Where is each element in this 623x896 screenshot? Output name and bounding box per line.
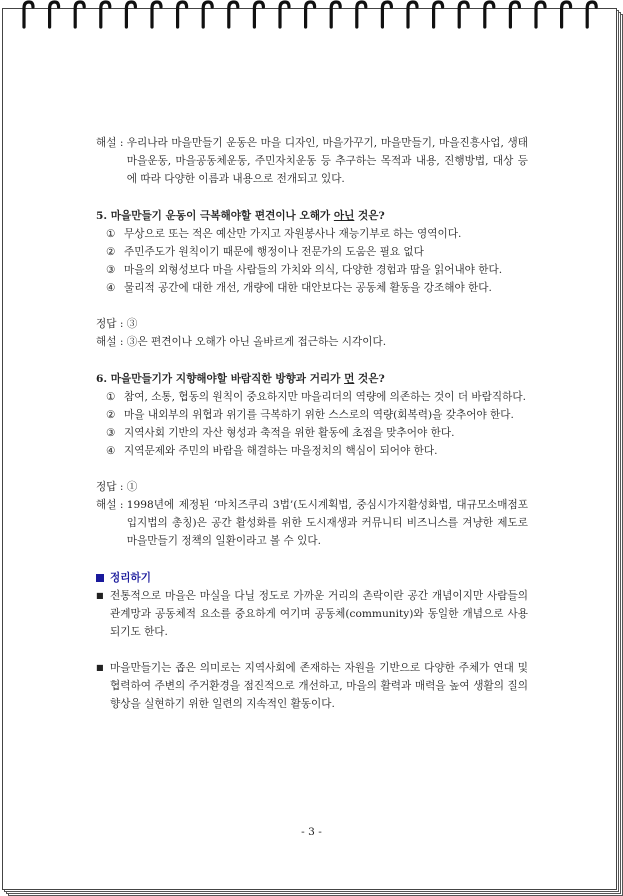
question-6-answer: 정답 : ① xyxy=(96,481,138,493)
binding-ring-icon xyxy=(254,2,263,27)
question-6-option: ④ 지역문제와 주민의 바람을 해결하는 마을정치의 핵심이 되어야 한다. xyxy=(106,445,438,457)
intro-explanation xyxy=(96,134,528,188)
intro-text: 우리나라 마을만들기 운동은 마을 디자인, 마을가꾸기, 마을만들기, 마을진흥사업, 생태마을운동, 마을공동체운동, 주민자치운동 등 추구하는 목적과 내용, 진행방법, 대상 등에 따라 다양한 이름과 내용으로 전개되고 있다. xyxy=(126,137,528,185)
question-5-options xyxy=(106,225,528,297)
binding-ring-icon xyxy=(101,2,110,27)
question-5-answer: 정답 : ③ xyxy=(96,318,138,330)
binding-ring-icon xyxy=(203,2,212,27)
question-5-option: ② 주민주도가 원칙이기 때문에 행정이나 전문가의 도움은 필요 없다 xyxy=(106,246,424,258)
binding-ring-icon xyxy=(126,2,135,27)
binding-ring-icon xyxy=(562,2,571,27)
question-6-explanation: 해설 : 1998년에 제정된 ‘마치즈쿠리 3법’(도시계획법, 중심시가지활성화법, 대규모소매점포입지법의 총칭)은 공간 활성화를 위한 도시재생과 커뮤니티 비즈니스를 겨냥한 제도로 마을만들기 정책의 일환이라고 볼 수 있다. xyxy=(96,499,528,547)
intro-label: 해설 : xyxy=(96,137,127,149)
question-6-title: 6. 마을만들기가 지향해야할 바람직한 방향과 거리가 먼 것은? xyxy=(96,373,385,385)
spiral-binding xyxy=(0,0,623,30)
binding-ring-icon xyxy=(587,2,596,27)
binding-ring-icon xyxy=(510,2,519,27)
question-6-emphasis: 먼 xyxy=(344,373,355,385)
binding-ring-icon xyxy=(434,2,443,27)
question-5-emphasis: 아닌 xyxy=(333,210,355,222)
binding-ring-icon xyxy=(331,2,340,27)
question-5-title: 5. 마을만들기 운동이 극복해야할 편견이나 오해가 아닌 것은? xyxy=(96,210,385,222)
page-number: - 3 - xyxy=(301,826,322,838)
bullet-icon: ■ xyxy=(96,591,104,600)
binding-ring-icon xyxy=(75,2,84,27)
question-6-options xyxy=(106,388,528,460)
question-5-option: ① 무상으로 또는 적은 예산만 가지고 자원봉사나 재능기부로 하는 영역이다. xyxy=(106,228,462,240)
summary-bullet: ■ 전통적으로 마을은 마실을 다닐 정도로 가까운 거리의 촌락이란 공간 개념이지만 사람들의 관계망과 공동체적 요소를 중요하게 여기며 공동체(community)와 동일한 개념으로 사용되기도 한다. xyxy=(96,587,528,641)
square-bullet-icon xyxy=(96,574,104,582)
question-6-option: ① 참여, 소통, 협동의 원칙이 중요하지만 마을리더의 역량에 의존하는 것이 더 바람직하다. xyxy=(106,391,526,403)
document-body xyxy=(96,134,528,713)
binding-ring-icon xyxy=(24,2,33,27)
binding-ring-icon xyxy=(408,2,417,27)
summary-bullet: ■ 마을만들기는 좁은 의미로는 지역사회에 존재하는 자원을 기반으로 다양한 주체가 연대 및 협력하여 주변의 주거환경을 점진적으로 개선하고, 마을의 활력과 매력을 높여 생활의 질의 향상을 실현하기 위한 일련의 지속적인 활동이다. xyxy=(96,659,528,713)
binding-ring-icon xyxy=(485,2,494,27)
question-6-option: ② 마을 내외부의 위협과 위기를 극복하기 위한 스스로의 역량(회복력)을 갖추어야 한다. xyxy=(106,409,514,421)
binding-ring-icon xyxy=(459,2,468,27)
bullet-icon: ■ xyxy=(96,663,104,672)
binding-ring-icon xyxy=(50,2,59,27)
binding-ring-icon xyxy=(152,2,161,27)
binding-ring-icon xyxy=(357,2,366,27)
question-5-explanation: 해설 : ③은 편견이나 오해가 아닌 올바르게 접근하는 시각이다. xyxy=(96,336,387,348)
binding-ring-icon xyxy=(306,2,315,27)
binding-ring-icon xyxy=(382,2,391,27)
binding-ring-icon xyxy=(536,2,545,27)
binding-ring-icon xyxy=(178,2,187,27)
question-5-option: ④ 물리적 공간에 대한 개선, 개량에 대한 대안보다는 공동체 활동을 강조해야 한다. xyxy=(106,282,492,294)
binding-ring-icon xyxy=(280,2,289,27)
binding-ring-icon xyxy=(229,2,238,27)
summary-heading: 정리하기 xyxy=(96,569,528,587)
question-6-option: ③ 지역사회 기반의 자산 형성과 축적을 위한 활동에 초점을 맞추어야 한다. xyxy=(106,427,455,439)
question-5-option: ③ 마을의 외형성보다 마을 사람들의 가치와 의식, 다양한 경험과 땀을 읽어내야 한다. xyxy=(106,264,503,276)
